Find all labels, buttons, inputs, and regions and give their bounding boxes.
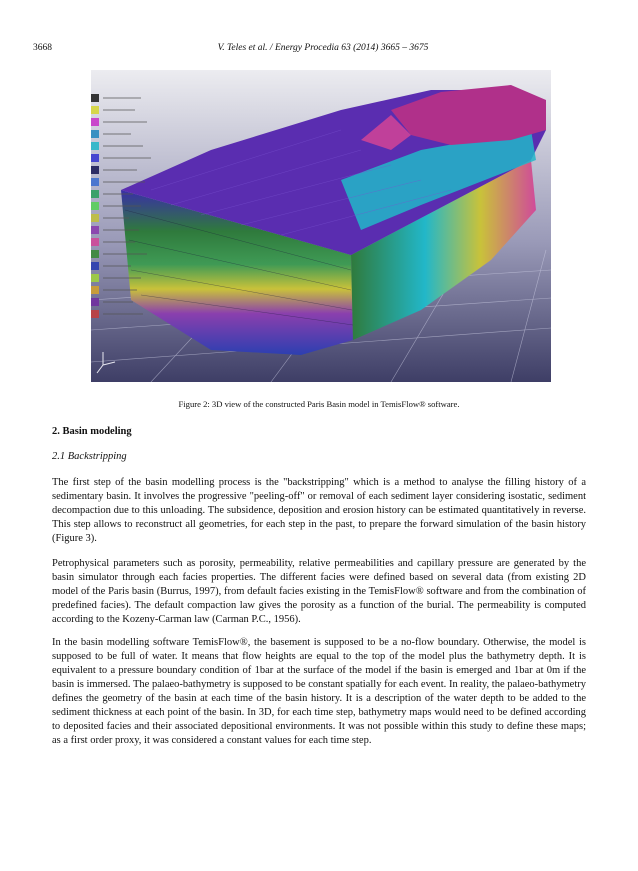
figure-caption: Figure 2: 3D view of the constructed Paris Basin model in TemisFlow® software. <box>178 399 460 409</box>
paragraph: In the basin modelling software TemisFlow®, the basement is supposed to be a no-flow boundary. Otherwise, the model is supposed to be full of water. It means that flow heights are equal to the top of the model plus the bathymetry depth. It is equivalent to a pressure boundary condition of 1bar at the surface of the model if the basin is emerged and 1bar at 0m if the basin is immersed. The palaeo-bathymetry is supposed to be constant spatially for each event. In reality, the palaeo-bathymetry defines the geometry of the basin at each time of the basin history. It is a description of the water depth to be added to the sediment thickness at each point of the basin. In 3D, for each time step, bathymetry maps would need to be defined according to deposited facies and their associated depositional environments. It was not possible within this study to define these maps; as a first order proxy, it was considered a constant values for each time step. <box>52 637 586 746</box>
subsection-title: 2.1 Backstripping <box>52 451 127 462</box>
paragraph: Petrophysical parameters such as porosity, permeability, relative permeabilities and capillary pressure are generated by the basin simulator through each facies properties. The different facies were defined based on several data (from existing 2D model of the Paris basin (Burrus, 1997), from default facies existing in the TemisFlow® software and from the combination of predefined facies). The default compaction law gives the porosity as a function of the burial. The permeability is computed according to the Kozeny-Carman law (Carman P.C., 1956). <box>52 558 586 625</box>
section-title: 2. Basin modeling <box>52 426 132 437</box>
page-number: 3668 <box>33 43 52 53</box>
basin-3d-render <box>91 70 551 382</box>
journal-citation: V. Teles et al. / Energy Procedia 63 (2014) 3665 – 3675 <box>217 43 429 53</box>
paragraph: The first step of the basin modelling process is the "backstripping" which is a method to analyse the filling history of a sedimentary basin. It involves the progressive "peeling-off" or removal of each sediment layer considering isostatic, sediment decompaction due to this unloading. The subsidence, deposition and erosion history can be estimated quantitatively in reverse. This step allows to reconstruct all geometries, for each step in the past, to prepare the forward simulation of the basin history (Figure 3). <box>52 477 586 544</box>
basin-model-figure <box>91 70 551 382</box>
